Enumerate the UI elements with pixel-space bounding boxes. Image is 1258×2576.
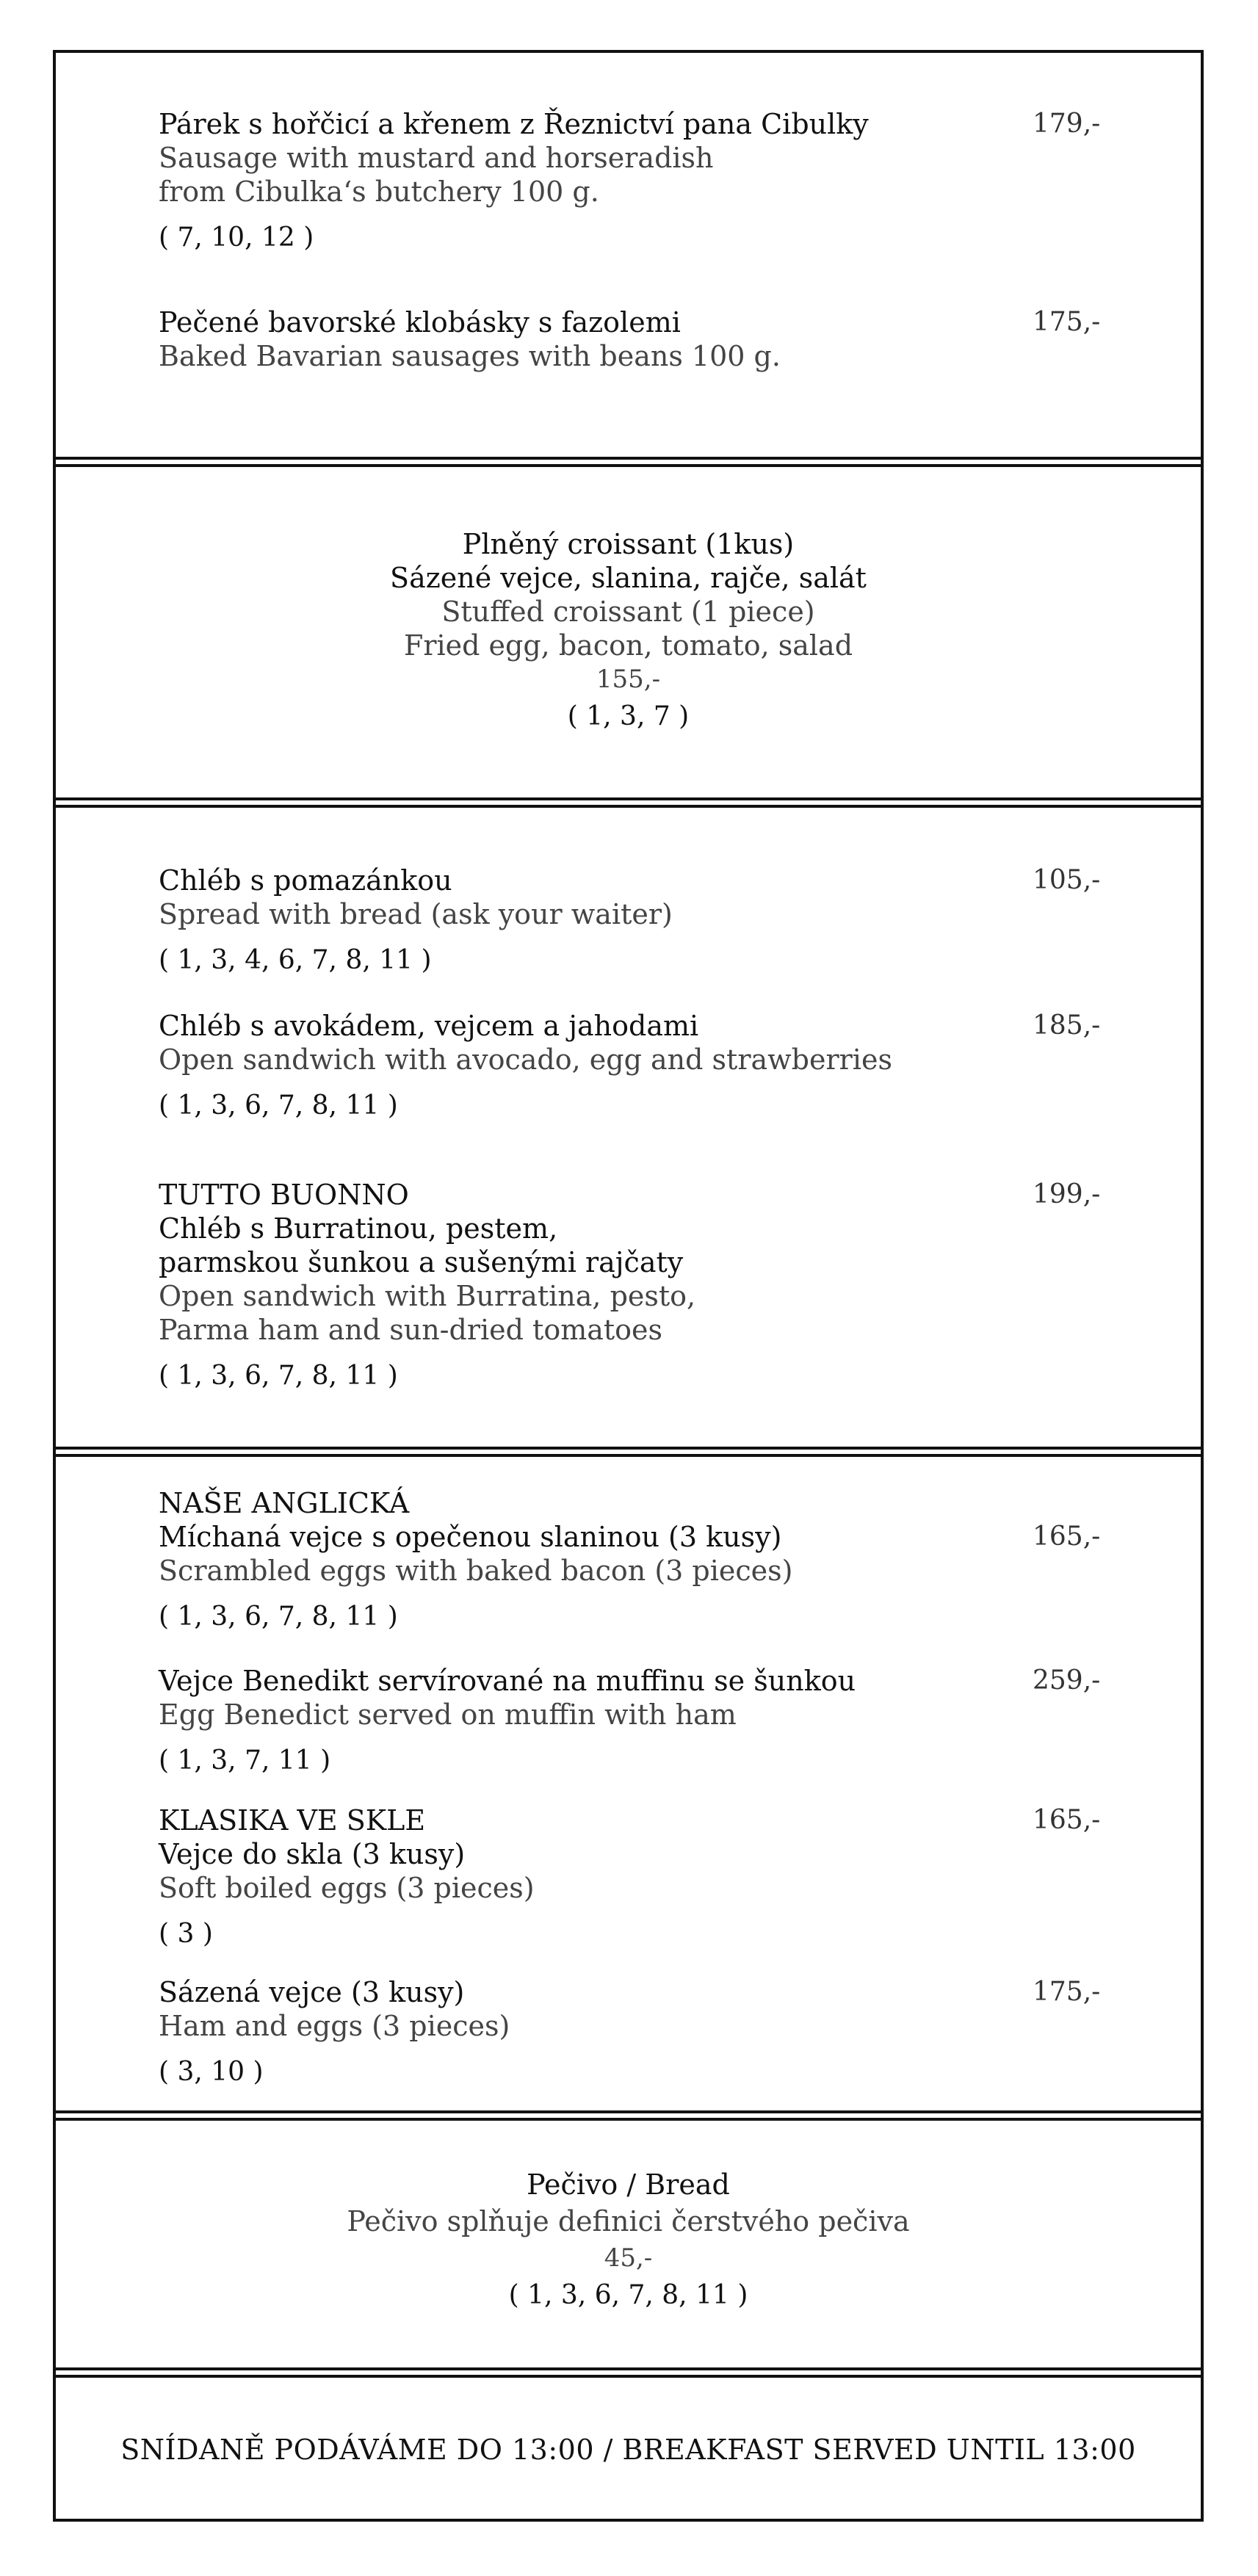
item-description: Pečivo splňuje definici čerstvého pečiva	[347, 2205, 910, 2237]
menu-item	[159, 864, 1113, 977]
item-allergens: ( 3 )	[159, 1919, 213, 1949]
item-name: Míchaná vejce s opečenou slaninou (3 kusy)	[159, 1521, 782, 1553]
item-price: 165,-	[1033, 1805, 1101, 1835]
item-description: Baked Bavarian sausages with beans 100 g.	[159, 340, 781, 372]
item-name: Pečivo / Bread	[527, 2168, 730, 2201]
item-description: Stuffed croissant (1 piece)	[441, 596, 815, 628]
menu-frame	[53, 50, 1204, 2522]
item-description: Sausage with mustard and horseradish	[159, 142, 714, 174]
item-description: Fried egg, bacon, tomato, salad	[403, 629, 853, 662]
item-name: Párek s hořčicí a křenem z Řeznictví pana Cibulky	[159, 108, 869, 140]
item-description: Egg Benedict served on muffin with ham	[159, 1698, 737, 1731]
item-price: 179,-	[1033, 109, 1101, 139]
menu-item	[159, 1009, 1113, 1122]
item-name: Pečené bavorské klobásky s fazolemi	[159, 306, 681, 339]
item-allergens: ( 1, 3, 6, 7, 8, 11 )	[159, 1361, 398, 1391]
menu-item	[159, 1664, 1113, 1777]
item-allergens: ( 1, 3, 6, 7, 8, 11 )	[508, 2280, 748, 2310]
section-divider	[56, 2367, 1201, 2378]
item-price: 105,-	[1033, 865, 1101, 895]
breakfast-hours-note: SNÍDANĚ PODÁVÁME DO 13:00 / BREAKFAST SERVED UNTIL 13:00	[120, 2434, 1136, 2466]
section-divider	[56, 457, 1201, 467]
item-name: TUTTO BUONNO	[159, 1179, 409, 1211]
item-allergens: ( 1, 3, 7, 11 )	[159, 1745, 331, 1776]
item-name: Chléb s Burratinou, pestem,	[159, 1212, 558, 1245]
item-allergens: ( 1, 3, 6, 7, 8, 11 )	[159, 1602, 398, 1632]
item-name: Sázené vejce, slanina, rajče, salát	[390, 562, 867, 594]
item-description: Soft boiled eggs (3 pieces)	[159, 1872, 535, 1904]
menu-item	[159, 1975, 1113, 2088]
item-allergens: ( 1, 3, 4, 6, 7, 8, 11 )	[159, 945, 432, 975]
menu-item	[159, 107, 1113, 254]
item-name: Sázená vejce (3 kusy)	[159, 1976, 465, 2008]
item-price: 199,-	[1033, 1179, 1101, 1209]
item-name: Chléb s avokádem, vejcem a jahodami	[159, 1010, 699, 1042]
item-price: 175,-	[1033, 1977, 1101, 2007]
section-divider	[56, 797, 1201, 808]
item-price: 165,-	[1033, 1522, 1101, 1552]
item-allergens: ( 1, 3, 6, 7, 8, 11 )	[159, 1090, 398, 1121]
section-divider	[56, 2110, 1201, 2121]
item-name: Plněný croissant (1kus)	[462, 528, 795, 560]
item-description: Spread with bread (ask your waiter)	[159, 898, 673, 930]
section-divider	[56, 1447, 1201, 1457]
item-name: KLASIKA VE SKLE	[159, 1804, 426, 1837]
item-name: Chléb s pomazánkou	[159, 864, 452, 897]
item-price: 155,-	[596, 665, 661, 694]
item-allergens: ( 1, 3, 7 )	[567, 701, 690, 731]
item-price: 175,-	[1033, 307, 1101, 337]
menu-item	[159, 1803, 1113, 1950]
menu-item	[159, 1178, 1113, 1392]
item-price: 259,-	[1033, 1665, 1101, 1696]
item-name: Vejce do skla (3 kusy)	[159, 1838, 466, 1870]
item-name: Vejce Benedikt servírované na muffinu se šunkou	[159, 1665, 856, 1697]
item-allergens: ( 7, 10, 12 )	[159, 222, 314, 253]
menu-item	[159, 1486, 1113, 1633]
item-description: Open sandwich with Burratina, pesto,	[159, 1280, 696, 1312]
item-allergens: ( 3, 10 )	[159, 2057, 264, 2087]
item-name: parmskou šunkou a sušenými rajčaty	[159, 1246, 684, 1278]
item-description: Ham and eggs (3 pieces)	[159, 2010, 510, 2042]
item-description: Parma ham and sun-dried tomatoes	[159, 1314, 663, 1346]
item-name: NAŠE ANGLICKÁ	[159, 1487, 410, 1519]
menu-item	[159, 305, 1113, 373]
item-description: from Cibulka‘s butchery 100 g.	[159, 176, 599, 208]
item-price: 185,-	[1033, 1010, 1101, 1041]
item-description: Open sandwich with avocado, egg and strawberries	[159, 1043, 892, 1076]
item-description: Scrambled eggs with baked bacon (3 pieces)	[159, 1555, 793, 1587]
item-price: 45,-	[604, 2243, 653, 2273]
